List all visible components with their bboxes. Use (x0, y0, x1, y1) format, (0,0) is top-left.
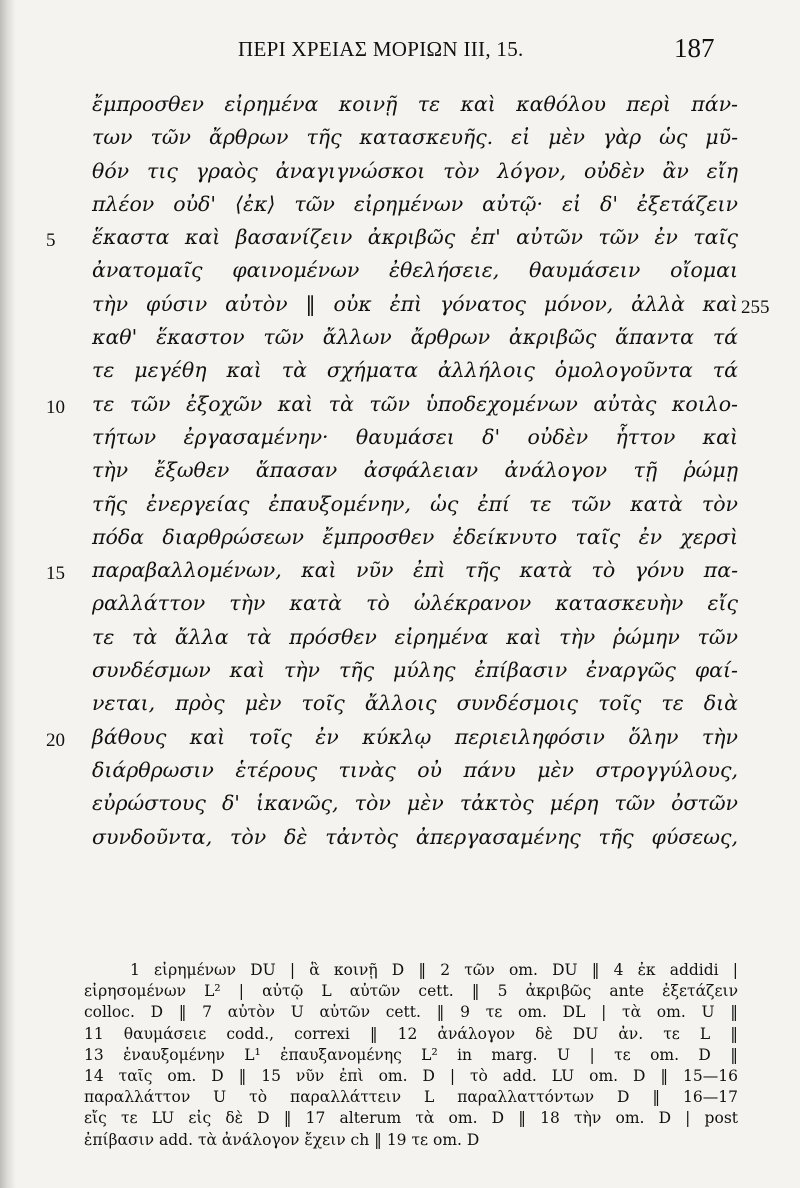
greek-text-line: τῆς ἐνεργείας ἐπαυξομένην, ὡς ἐπί τε τῶν κατὰ τὸν (92, 491, 738, 516)
running-head (0, 33, 800, 73)
greek-text-line: ἀνατομαῖς φαινομένων ἐθελήσειε, θαυμάσειν οἴομαι (92, 258, 738, 283)
greek-text-line: τὴν ἔξωθεν ἅπασαν ἀσφάλειαν ἀνάλογον τῇ ῥώμῃ (92, 458, 738, 483)
apparatus-text: 14 ταῖς om. D ‖ 15 νῦν ἐπὶ om. D | τὸ add. LU om. D ‖ 15—16 (84, 1066, 738, 1085)
greek-text-line: πλέον οὐδ' ⟨ἐκ⟩ τῶν εἰρημένων αὐτῷ· εἰ δ' ἐξετάζειν (92, 191, 738, 216)
greek-text-line: εὐρώστους δ' ἱκανῶς, τὸν μὲν τἀκτὸς μέρη τῶν ὀστῶν (92, 791, 738, 816)
greek-text-line: τήτων ἐργασαμένην· θαυμάσει δ' οὐδὲν ἧττον καὶ (92, 424, 738, 449)
text-line (0, 554, 800, 587)
margin-page-reference: 255 (741, 296, 770, 318)
text-line (0, 621, 800, 654)
apparatus-line (0, 1045, 800, 1066)
text-line (0, 288, 800, 321)
greek-text-line: πόδα διαρθρώσεων ἔμπροσθεν ἐδείκνυτο ταῖς ἐν χερσὶ (92, 524, 738, 549)
apparatus-text: 11 θαυμάσειε codd., correxi ‖ 12 ἀνάλογον δὲ DU ἀν. τε L ‖ (84, 1024, 738, 1043)
apparatus-line (0, 1108, 800, 1129)
text-line (0, 754, 800, 787)
text-line (0, 188, 800, 221)
line-number: 15 (46, 563, 65, 585)
apparatus-text: ἐπίβασιν add. τὰ ἀνάλογον ἔχειν ch ‖ 19 τε om. D (84, 1130, 480, 1149)
text-line (0, 354, 800, 387)
text-line (0, 388, 800, 421)
text-line (0, 521, 800, 554)
greek-text-line: των τῶν ἄρθρων τῆς κατασκευῆς. εἰ μὲν γὰρ ὡς μῦ- (92, 125, 738, 150)
text-line (0, 721, 800, 754)
page-number: 187 (674, 33, 715, 63)
text-line (0, 454, 800, 487)
running-title: ΠΕΡΙ ΧΡΕΙΑΣ ΜΟΡΙΩΝ III, 15. (238, 37, 524, 61)
apparatus-text: εἴς τε LU εἰς δὲ D ‖ 17 alterum τὰ om. D ‖ 18 τὴν om. D | post (84, 1109, 738, 1128)
text-line (0, 687, 800, 720)
text-line (0, 421, 800, 454)
apparatus-text: εἰρησομένων L² | αὐτῷ L αὐτῶν cett. ‖ 5 ἀκριβῶς ante ἐξετάζειν (84, 982, 738, 1001)
greek-text-line: θόν τις γραὸς ἀναγιγνώσκοι τὸν λόγον, οὐδὲν ἂν εἴη (92, 158, 738, 183)
greek-text-line: διάρθρωσιν ἑτέρους τινὰς οὐ πάνυ μὲν στρογγύλους, (92, 757, 738, 782)
apparatus-line (0, 1024, 800, 1045)
apparatus-text: colloc. D ‖ 7 αὐτὸν U αὐτῶν cett. ‖ 9 τε om. DL | τὰ om. U ‖ (84, 1003, 738, 1022)
greek-text-line: βάθους καὶ τοῖς ἐν κύκλῳ περιειληφόσιν ὅλην τὴν (92, 724, 738, 749)
text-line (0, 821, 800, 854)
text-line (0, 155, 800, 188)
apparatus-line (0, 960, 800, 981)
apparatus-line (0, 1002, 800, 1023)
apparatus-line (0, 1066, 800, 1087)
apparatus-line (0, 1087, 800, 1108)
greek-text-line: τὴν φύσιν αὐτὸν ‖ οὐκ ἐπὶ γόνατος μόνον, ἀλλὰ καὶ (92, 291, 738, 316)
text-line (0, 121, 800, 154)
greek-text-line: παραβαλλομένων, καὶ νῦν ἐπὶ τῆς κατὰ τὸ γόνυ πα- (92, 558, 738, 583)
greek-text-line: τε τὰ ἄλλα τὰ πρόσθεν εἰρημένα καὶ τὴν ῥώμην τῶν (92, 624, 738, 649)
apparatus-line (0, 1130, 800, 1151)
apparatus-text: παραλλάττον U τὸ παραλλάττειν L παραλλαττόντων D ‖ 16—17 (84, 1088, 738, 1107)
line-number: 20 (46, 729, 65, 751)
greek-text-line: τε τῶν ἐξοχῶν καὶ τὰ τῶν ὑποδεχομένων αὐτὰς κοιλο- (92, 391, 738, 416)
greek-text-line: ἔμπροσθεν εἰρημένα κοινῇ τε καὶ καθόλου περὶ πάν- (92, 92, 738, 116)
line-number: 10 (46, 396, 65, 418)
main-text-block (0, 88, 800, 854)
line-number: 5 (46, 230, 56, 252)
greek-text-line: συνδοῦντα, τὸν δὲ τἀντὸς ἀπεργασαμένης τῆς φύσεως, (92, 824, 738, 849)
apparatus-line (0, 981, 800, 1002)
apparatus-text: 1 εἰρημένων DU | ἃ κοινῇ D ‖ 2 τῶν om. DU ‖ 4 ἐκ addidi | (130, 961, 738, 979)
text-line (0, 321, 800, 354)
greek-text-line: ραλλάττον τὴν κατὰ τὸ ὠλέκρανον κατασκευὴν εἴς (92, 591, 738, 616)
greek-text-line: νεται, πρὸς μὲν τοῖς ἄλλοις συνδέσμοις τοῖς τε διὰ (92, 691, 738, 716)
greek-text-line: καθ' ἕκαστον τῶν ἄλλων ἄρθρων ἀκριβῶς ἅπαντα τά (92, 325, 738, 350)
text-line (0, 787, 800, 820)
text-line (0, 654, 800, 687)
text-line (0, 254, 800, 287)
text-line (0, 488, 800, 521)
text-line (0, 88, 800, 121)
apparatus-text: 13 ἐναυξομένην L¹ ἐπαυξανομένης L² in marg. U | τε om. D ‖ (84, 1045, 738, 1064)
critical-apparatus (0, 960, 800, 1151)
text-line (0, 587, 800, 620)
greek-text-line: συνδέσμων καὶ τὴν τῆς μύλης ἐπίβασιν ἐναργῶς φαί- (92, 658, 738, 683)
text-line (0, 221, 800, 254)
greek-text-line: τε μεγέθη καὶ τὰ σχήματα ἀλλήλοις ὁμολογοῦντα τά (92, 358, 738, 383)
greek-text-line: ἕκαστα καὶ βασανίζειν ἀκριβῶς ἐπ' αὐτῶν τῶν ἐν ταῖς (92, 225, 738, 250)
